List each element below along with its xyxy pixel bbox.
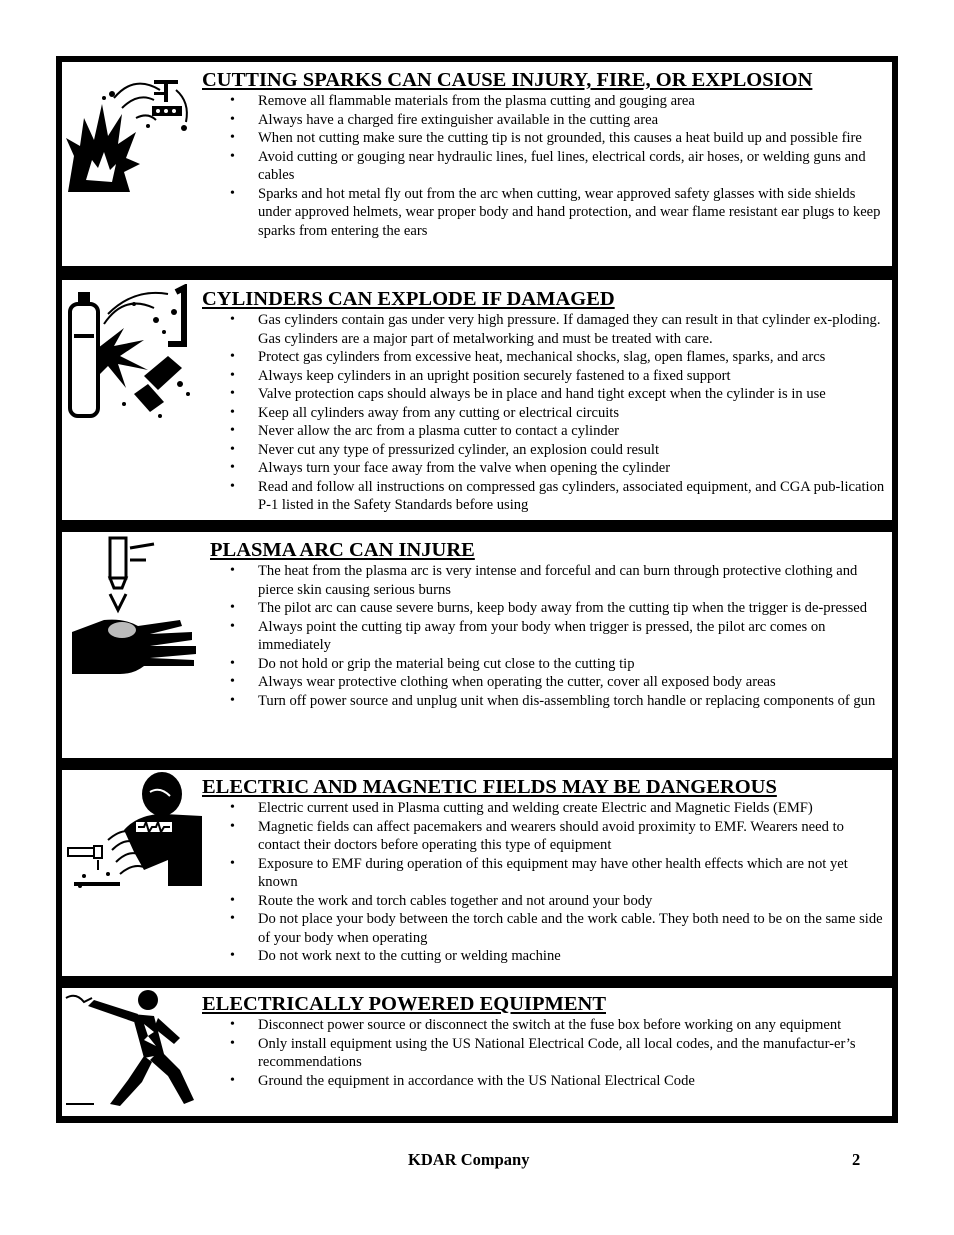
list-item: • Only install equipment using the US National Electrical Code, all local codes, and the manufactur-er’s recommendations — [202, 1035, 888, 1072]
list-item: • Exposure to EMF during operation of this equipment may have other health effects which are not yet known — [202, 855, 888, 892]
list-item: • Magnetic fields can affect pacemakers and wearers should avoid proximity to EMF. Wearers need to contact their doctors before operating this type of equipment — [202, 818, 888, 855]
section-heading: CUTTING SPARKS CAN CAUSE INJURY, FIRE, OR EXPLOSION — [202, 69, 813, 91]
list-item: • Keep all cylinders away from any cutting or electrical circuits — [202, 404, 888, 423]
section-electric-equipment — [62, 988, 892, 1116]
section-emf — [62, 770, 892, 976]
list-item: • Always point the cutting tip away from your body when trigger is pressed, the pilot arc comes on immediately — [202, 618, 888, 655]
list-item: • Electric current used in Plasma cutting and welding create Electric and Magnetic Fields (EMF) — [202, 799, 888, 818]
footer-company: KDAR Company — [408, 1150, 530, 1169]
list-item: • Do not place your body between the torch cable and the work cable. They both need to be on the same side of your body when operating — [202, 910, 888, 947]
list-item: • Do not hold or grip the material being cut close to the cutting tip — [202, 655, 888, 674]
page-number: 2 — [852, 1150, 861, 1169]
plasma-arc-hand-icon — [64, 534, 202, 684]
electric-shock-icon — [64, 988, 202, 1108]
section-heading: ELECTRIC AND MAGNETIC FIELDS MAY BE DANGEROUS — [202, 776, 777, 798]
section-heading: ELECTRICALLY POWERED EQUIPMENT — [202, 993, 606, 1015]
bullet-list — [202, 562, 888, 710]
list-item: • Always have a charged fire extinguisher available in the cutting area — [202, 111, 888, 130]
list-item: • Gas cylinders contain gas under very high pressure. If damaged they can result in that cylinder ex-ploding. Gas cylinders are a major part of metalworking and must be treated with care. — [202, 311, 888, 348]
list-item: • Protect gas cylinders from excessive heat, mechanical shocks, slag, open flames, sparks, and arcs — [202, 348, 888, 367]
list-item: • Read and follow all instructions on compressed gas cylinders, associated equipment, and CGA pub-lication P-1 listed in the Safety Standards before using — [202, 478, 888, 515]
list-item: • The pilot arc can cause severe burns, keep body away from the cutting tip when the trigger is de-pressed — [202, 599, 888, 618]
list-item: • Remove all flammable materials from the plasma cutting and gouging area — [202, 92, 888, 111]
list-item: • Never cut any type of pressurized cylinder, an explosion could result — [202, 441, 888, 460]
safety-frame — [56, 56, 898, 1123]
section-heading: PLASMA ARC CAN INJURE — [210, 539, 475, 561]
list-item: • Always turn your face away from the valve when opening the cylinder — [202, 459, 888, 478]
bullet-list — [202, 799, 888, 966]
list-item: • Route the work and torch cables together and not around your body — [202, 892, 888, 911]
list-item: • Avoid cutting or gouging near hydraulic lines, fuel lines, electrical cords, air hoses, or welding guns and cables — [202, 148, 888, 185]
list-item: • Always wear protective clothing when operating the cutter, cover all exposed body areas — [202, 673, 888, 692]
section-cutting-sparks — [62, 62, 892, 266]
sparks-explosion-icon — [64, 68, 202, 194]
section-cylinders — [62, 280, 892, 520]
list-item: • Ground the equipment in accordance with the US National Electrical Code — [202, 1072, 888, 1091]
bullet-list — [202, 92, 888, 240]
section-plasma-arc — [62, 532, 892, 758]
list-item: • Always keep cylinders in an upright position securely fastened to a fixed support — [202, 367, 888, 386]
bullet-list — [202, 311, 888, 515]
bullet-list — [202, 1016, 888, 1090]
list-item: • Valve protection caps should always be in place and hand tight except when the cylinder is in use — [202, 385, 888, 404]
list-item: • Never allow the arc from a plasma cutter to contact a cylinder — [202, 422, 888, 441]
list-item: • Do not work next to the cutting or welding machine — [202, 947, 888, 966]
cylinder-explosion-icon — [64, 284, 202, 422]
list-item: • Sparks and hot metal fly out from the arc when cutting, wear approved safety glasses with side shields under approved helmets, wear proper body and hand protection, and wear flame resistant ear plugs to keep sparks from entering the ears — [202, 185, 888, 241]
emf-pacemaker-icon — [64, 770, 202, 892]
list-item: • When not cutting make sure the cutting tip is not grounded, this causes a heat build up and possible fire — [202, 129, 888, 148]
list-item: • Disconnect power source or disconnect the switch at the fuse box before working on any equipment — [202, 1016, 888, 1035]
section-heading: CYLINDERS CAN EXPLODE IF DAMAGED — [202, 288, 615, 310]
list-item: • The heat from the plasma arc is very intense and forceful and can burn through protective clothing and pierce skin causing serious burns — [202, 562, 888, 599]
list-item: • Turn off power source and unplug unit when dis-assembling torch handle or replacing components of gun — [202, 692, 888, 711]
